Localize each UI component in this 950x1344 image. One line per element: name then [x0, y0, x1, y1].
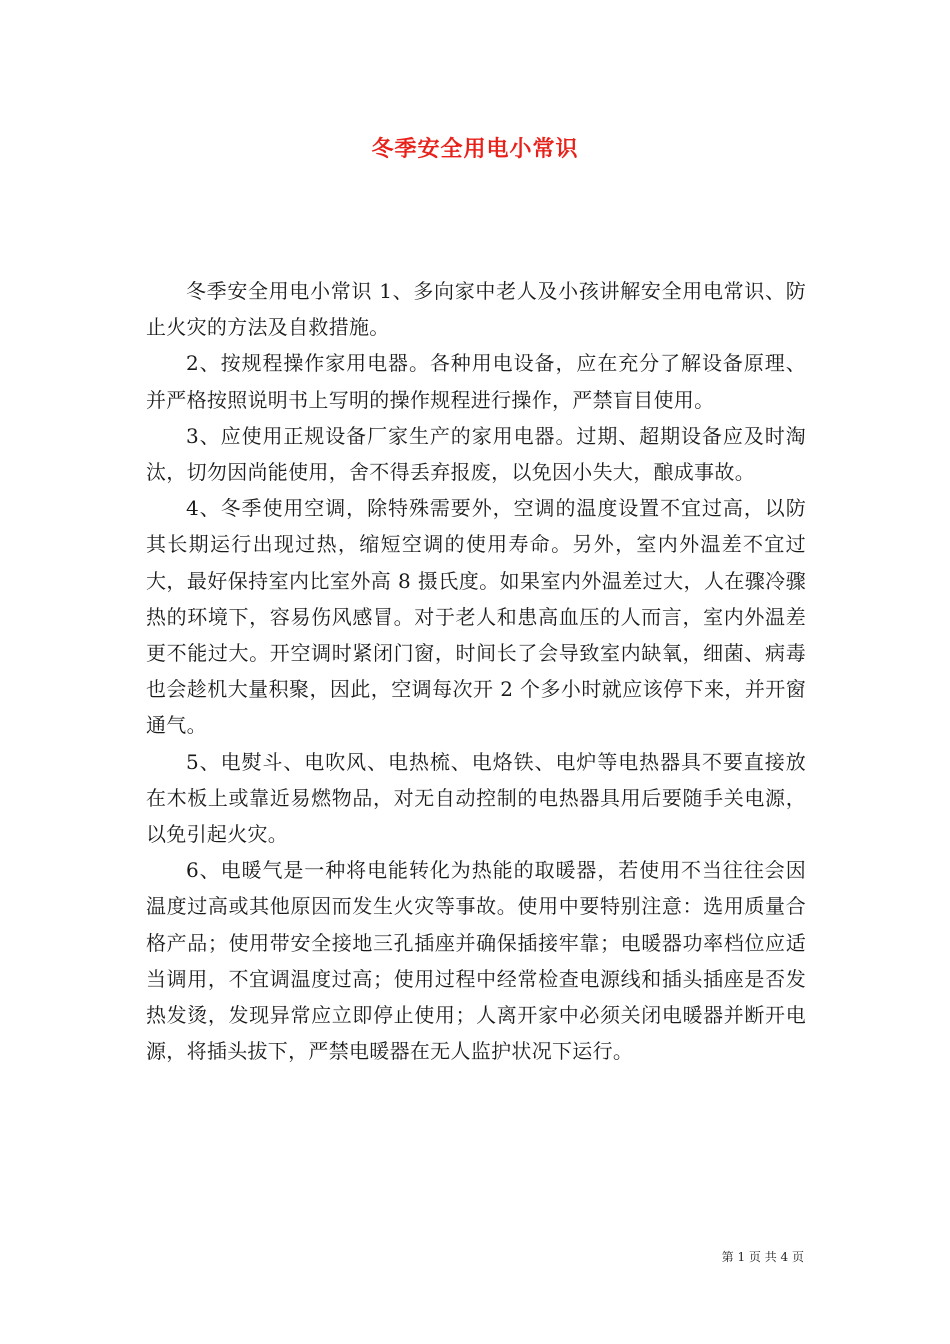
paragraph-6: 6、电暖气是一种将电能转化为热能的取暖器，若使用不当往往会因温度过高或其他原因而发生火灾等事故。使用中要特别注意：选用质量合格产品；使用带安全接地三孔插座并确保插接牢靠；电暖器功率档位应适当调用，不宜调温度过高；使用过程中经常检查电源线和插头插座是否发热发烫，发现异常应立即停止使用；人离开家中必须关闭电暖器并断开电源，将插头拔下，严禁电暖器在无人监护状况下运行。: [146, 858, 806, 1064]
paragraph-5: 5、电熨斗、电吹风、电热梳、电烙铁、电炉等电热器具不要直接放在木板上或靠近易燃物品，对无自动控制的电热器具用后要随手关电源，以免引起火灾。: [146, 749, 806, 847]
document-title: 冬季安全用电小常识: [371, 136, 579, 162]
page-number: 第 1 页 共 4 页: [721, 1250, 804, 1264]
paragraph-3: 3、应使用正规设备厂家生产的家用电器。过期、超期设备应及时淘汰，切勿因尚能使用，舍不得丢弃报废，以免因小失大，酿成事故。: [146, 423, 806, 485]
paragraph-2: 2、按规程操作家用电器。各种用电设备，应在充分了解设备原理、并严格按照说明书上写明的操作规程进行操作，严禁盲目使用。: [146, 351, 806, 412]
paragraph-4: 4、冬季使用空调，除特殊需要外，空调的温度设置不宜过高，以防其长期运行出现过热，缩短空调的使用寿命。另外，室内外温差不宜过大，最好保持室内比室外高 8 摄氏度。如果室内外温差过大，人在骤冷骤热的环境下，容易伤风感冒。对于老人和患高血压的人而言，室内外温差更不能过大。开空调时紧闭门窗，时间长了会导致室内缺氧，细菌、病毒也会趁机大量积聚，因此，空调每次开 2 个多小时就应该停下来，并开窗通气。: [146, 496, 806, 738]
paragraph-1: 冬季安全用电小常识 1、多向家中老人及小孩讲解安全用电常识、防止火灾的方法及自救措施。: [146, 279, 806, 340]
document-body: [146, 273, 806, 1069]
